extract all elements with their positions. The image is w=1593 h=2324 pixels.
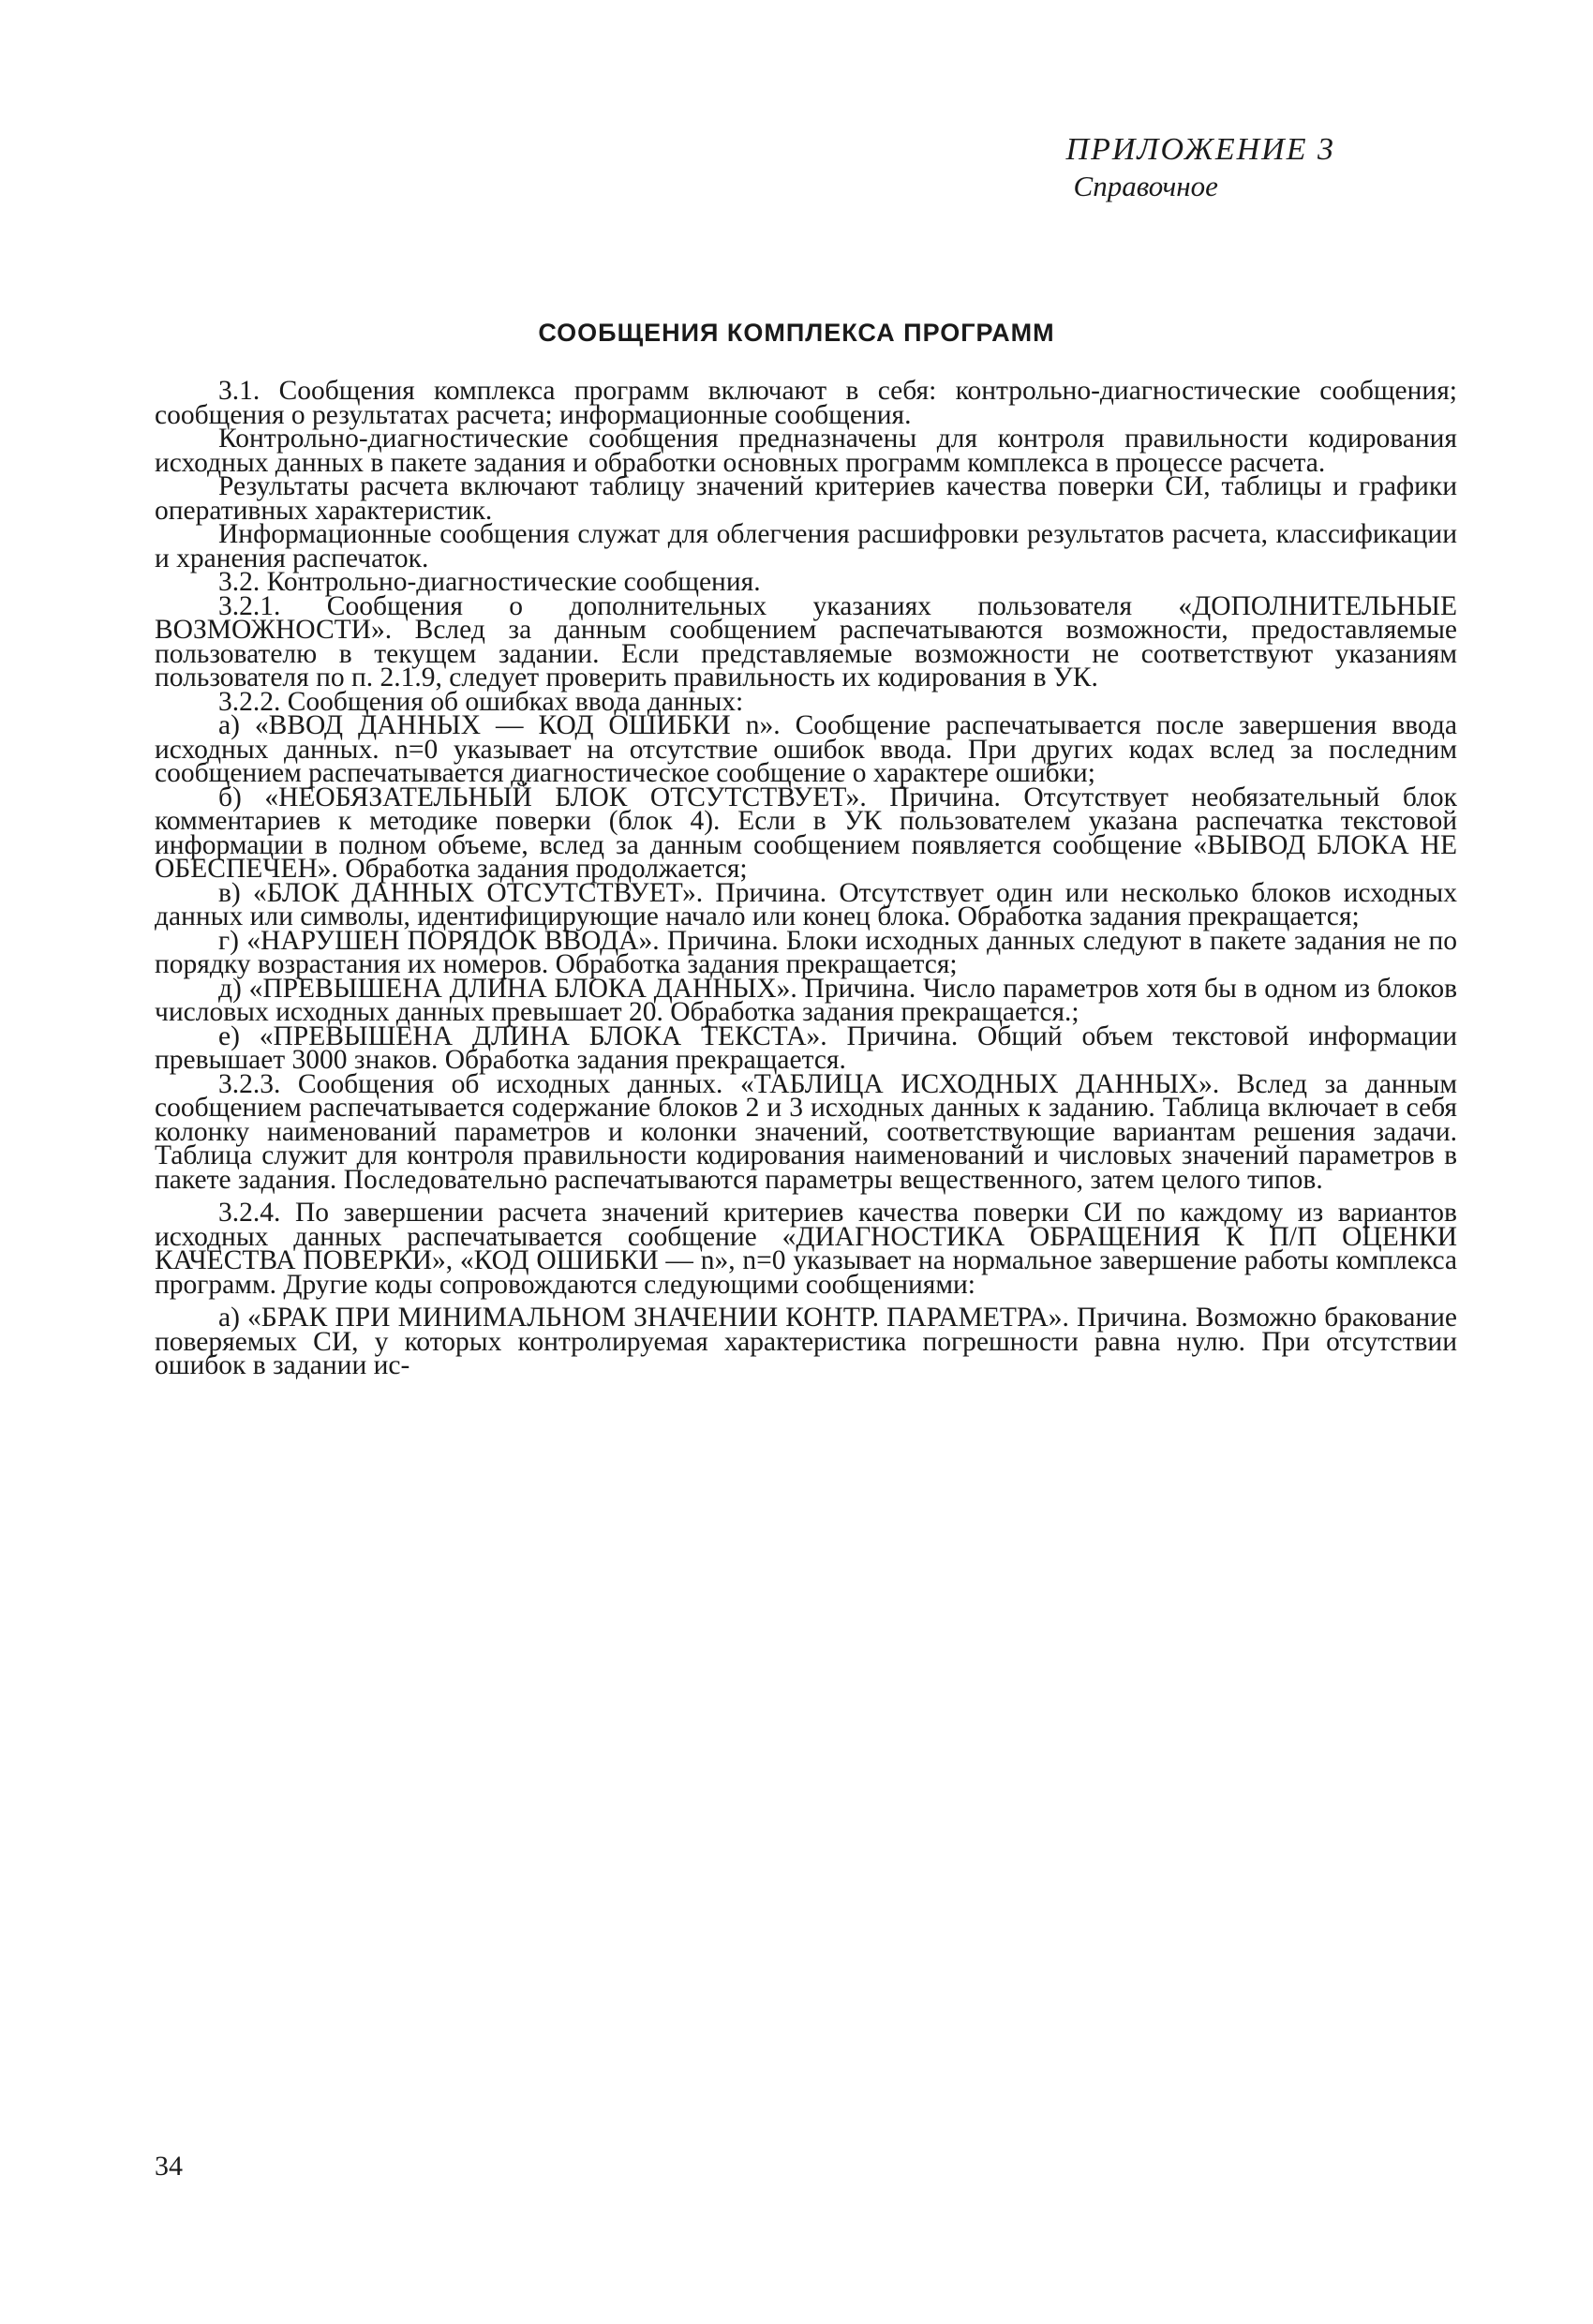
paragraph-3-2-2: 3.2.2. Сообщения об ошибках ввода данных:: [218, 686, 744, 717]
list-item-v: в) «БЛОК ДАННЫХ ОТСУТСТВУЕТ». Причина. Отсутствует один или несколько блоков исходных данных или символы, идентифицирующие начало или конец блока. Обработка задания прекращается;: [155, 877, 1457, 931]
paragraph-control-diagnostic: Контрольно-диагностические сообщения предназначены для контроля правильности кодирования исходных данных в пакете задания и обработки основных программ комплекса в процессе расчета.: [155, 424, 1457, 478]
appendix-type: Справочное: [1073, 170, 1218, 202]
body-text: [155, 376, 1457, 1380]
list-item-a-2: а) «БРАК ПРИ МИНИМАЛЬНОМ ЗНАЧЕНИИ КОНТР. ПАРАМЕТРА». Причина. Возможно бракование поверяемых СИ, у которых контролируемая характеристика погрешности равна нулю. При отсутствии ошибок в задании ис-: [155, 1303, 1457, 1380]
page-number: 34: [155, 2151, 183, 2182]
paragraph-info-messages: Информационные сообщения служат для облегчения расшифровки результатов расчета, классификации и хранения распечаток.: [155, 519, 1457, 574]
appendix-header: [1066, 131, 1335, 204]
paragraph-3-2: 3.2. Контрольно-диагностические сообщения.: [218, 567, 761, 597]
paragraph-results: Результаты расчета включают таблицу значений критериев качества поверки СИ, таблицы и графики оперативных характеристик.: [155, 471, 1457, 526]
paragraph-3-2-3: 3.2.3. Сообщения об исходных данных. «ТАБЛИЦА ИСХОДНЫХ ДАННЫХ». Вслед за данным сообщением распечатывается содержание блоков 2 и 3 исходных данных к заданию. Таблица включает в себя колонку наименований параметров и колонки значений, соответствующие вариантам решения задачи. Таблица служит для контроля правильности кодирования наименований и числовых значений параметров в пакете задания. Последовательно распечатываются параметры вещественного, затем целого типов.: [155, 1068, 1457, 1195]
list-item-d: д) «ПРЕВЫШЕНА ДЛИНА БЛОКА ДАННЫХ». Причина. Число параметров хотя бы в одном из блоков числовых исходных данных превышает 20. Обработка задания прекращается.;: [155, 973, 1457, 1027]
paragraph-3-1: 3.1. Сообщения комплекса программ включают в себя: контрольно-диагностические сообщения; сообщения о результатах расчета; информационные сообщения.: [155, 376, 1457, 430]
list-item-a: а) «ВВОД ДАННЫХ — КОД ОШИБКИ n». Сообщение распечатывается после завершения ввода исходных данных. n=0 указывает на отсутствие ошибок ввода. При других кодах вслед за последним сообщением распечатывается диагностическое сообщение о характере ошибки;: [155, 710, 1457, 788]
section-title: СООБЩЕНИЯ КОМПЛЕКСА ПРОГРАММ: [538, 319, 1055, 347]
list-item-b: б) «НЕОБЯЗАТЕЛЬНЫЙ БЛОК ОТСУТСТВУЕТ». Причина. Отсутствует необязательный блок комментариев к методике поверки (блок 4). Если в УК пользователем указана распечатка текстовой информации в полном объеме, вслед за данным сообщением появляется сообщение «ВЫВОД БЛОКА НЕ ОБЕСПЕЧЕН». Обработка задания продолжается;: [155, 782, 1457, 884]
list-item-g: г) «НАРУШЕН ПОРЯДОК ВВОДА». Причина. Блоки исходных данных следуют в пакете задания не по порядку возрастания их номеров. Обработка задания прекращается;: [155, 925, 1457, 979]
paragraph-3-2-4: 3.2.4. По завершении расчета значений критериев качества поверки СИ по каждому из вариантов исходных данных распечатывается сообщение «ДИАГНОСТИКА ОБРАЩЕНИЯ К П/П ОЦЕНКИ КАЧЕСТВА ПОВЕРКИ», «КОД ОШИБКИ — n», n=0 указывает на нормальное завершение работы комплекса программ. Другие коды сопровождаются следующими сообщениями:: [155, 1198, 1457, 1300]
appendix-label: ПРИЛОЖЕНИЕ 3: [1065, 132, 1335, 167]
paragraph-3-2-1: 3.2.1. Сообщения о дополнительных указаниях пользователя «ДОПОЛНИТЕЛЬНЫЕ ВОЗМОЖНОСТИ». Вслед за данным сообщением распечатываются возможности, предоставляемые пользователю в текущем задании. Если представляемые возможности не соответствуют указаниям пользователя по п. 2.1.9, следует проверить правильность их кодирования в УК.: [155, 590, 1457, 693]
list-item-e: е) «ПРЕВЫШЕНА ДЛИНА БЛОКА ТЕКСТА». Причина. Общий объем текстовой информации превышает 3000 знаков. Обработка задания прекращается.: [155, 1020, 1457, 1075]
